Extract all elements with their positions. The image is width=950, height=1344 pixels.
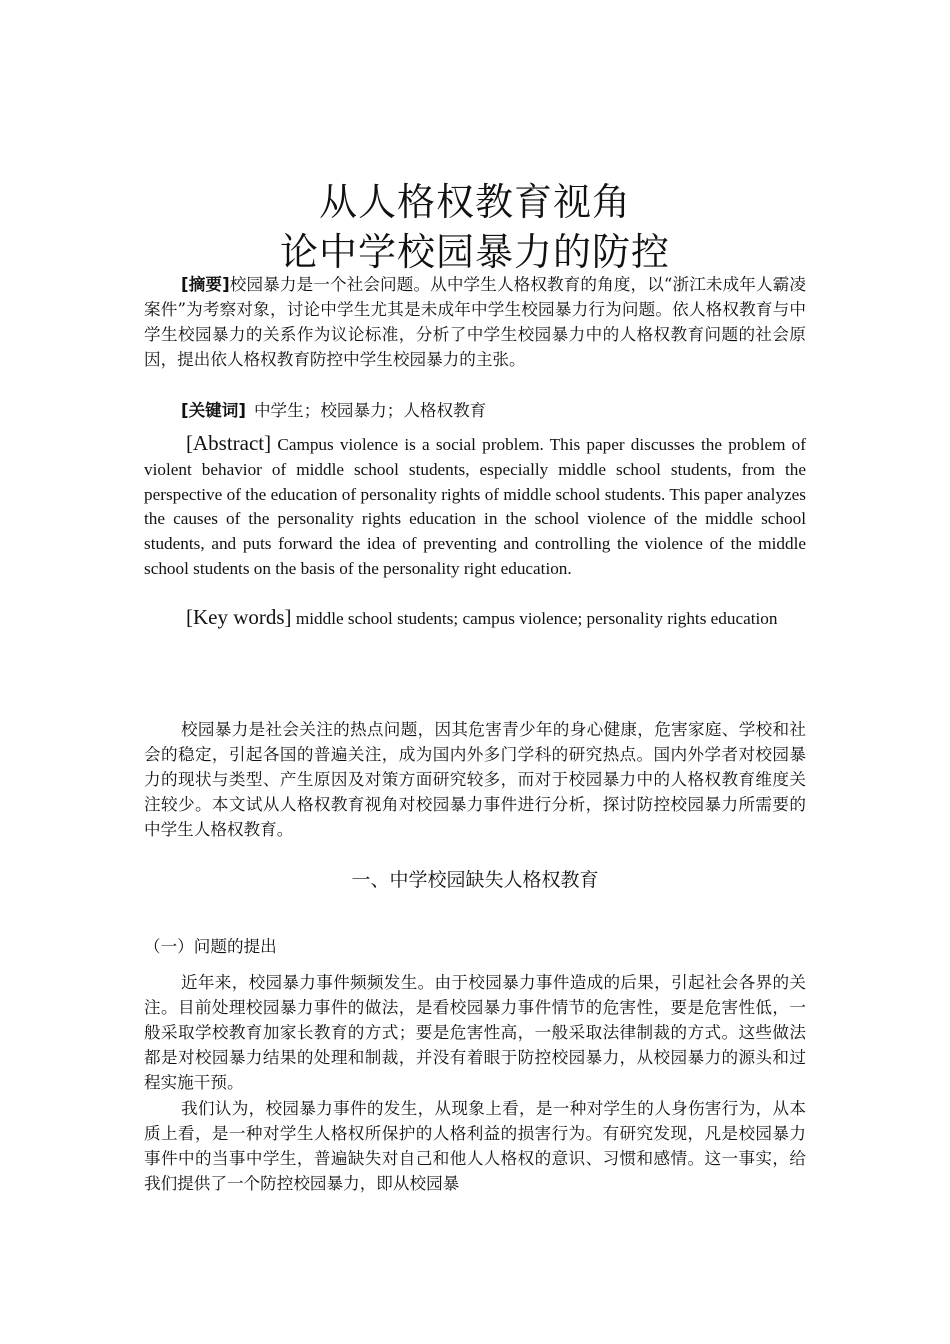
keywords-text: 中学生；校园暴力；人格权教育	[253, 401, 487, 420]
abstract-english	[144, 431, 806, 582]
keywords-en-text: middle school students; campus violence; personality rights education	[295, 609, 778, 628]
section-heading: 一、中学校园缺失人格权教育	[351, 869, 599, 891]
abstract-text: 校园暴力是一个社会问题。从中学生人格权教育的角度，以“浙江未成年人霸凌案件”为考察对象，讨论中学生尤其是未成年中学生校园暴力行为问题。依人格权教育与中学生校园暴力的关系作为议论标准，分析了中学生校园暴力中的人格权教育问题的社会原因，提出依人格权教育防控中学生校园暴力的主张。	[144, 275, 806, 369]
keywords-chinese	[144, 398, 806, 423]
keywords-en-label: [Key words]	[186, 605, 292, 629]
abstract-en-text: Campus violence is a social problem. This paper discusses the problem of violent behavior of middle school students, especially middle school students, from the perspective of the education of personality rights of middle school students. This paper analyzes the causes of the personality rights education in the school violence of the middle school students, and puts forward the idea of preventing and controlling the violence of the middle school students on the basis of the personality right education.	[144, 435, 807, 578]
paper-title-line-2: 论中学校园暴力的防控	[279, 230, 670, 274]
subsection-heading: （一）问题的提出	[144, 937, 277, 956]
body-paragraph-1: 近年来，校园暴力事件频频发生。由于校园暴力事件造成的后果，引起社会各界的关注。目前处理校园暴力事件的做法，是看校园暴力事件情节的危害性，要是危害性低，一般采取学校教育加家长教育的方式；要是危害性高，一般采取法律制裁的方式。这些做法都是对校园暴力结果的处理和制裁，并没有着眼于防控校园暴力，从校园暴力的源头和过程实施干预。	[144, 973, 806, 1092]
paper-title-line-1: 从人格权教育视角	[318, 180, 631, 224]
keywords-english	[144, 605, 806, 632]
keywords-label: [关键词]	[181, 401, 246, 420]
abstract-en-label: [Abstract]	[186, 431, 272, 455]
abstract-label: [摘要]	[181, 275, 230, 294]
intro-paragraph: 校园暴力是社会关注的热点问题，因其危害青少年的身心健康，危害家庭、学校和社会的稳定，引起各国的普遍关注，成为国内外多门学科的研究热点。国内外学者对校园暴力的现状与类型、产生原因及对策方面研究较多，而对于校园暴力中的人格权教育维度关注较少。本文试从人格权教育视角对校园暴力事件进行分析，探讨防控校园暴力所需要的中学生人格权教育。	[144, 720, 806, 839]
body-paragraph-2: 我们认为，校园暴力事件的发生，从现象上看，是一种对学生的人身伤害行为，从本质上看，是一种对学生人格权所保护的人格利益的损害行为。有研究发现，凡是校园暴力事件中的当事中学生，普遍缺失对自己和他人人格权的意识、习惯和感情。这一事实，给我们提供了一个防控校园暴力，即从校园暴	[144, 1099, 806, 1193]
abstract-chinese	[144, 272, 806, 372]
